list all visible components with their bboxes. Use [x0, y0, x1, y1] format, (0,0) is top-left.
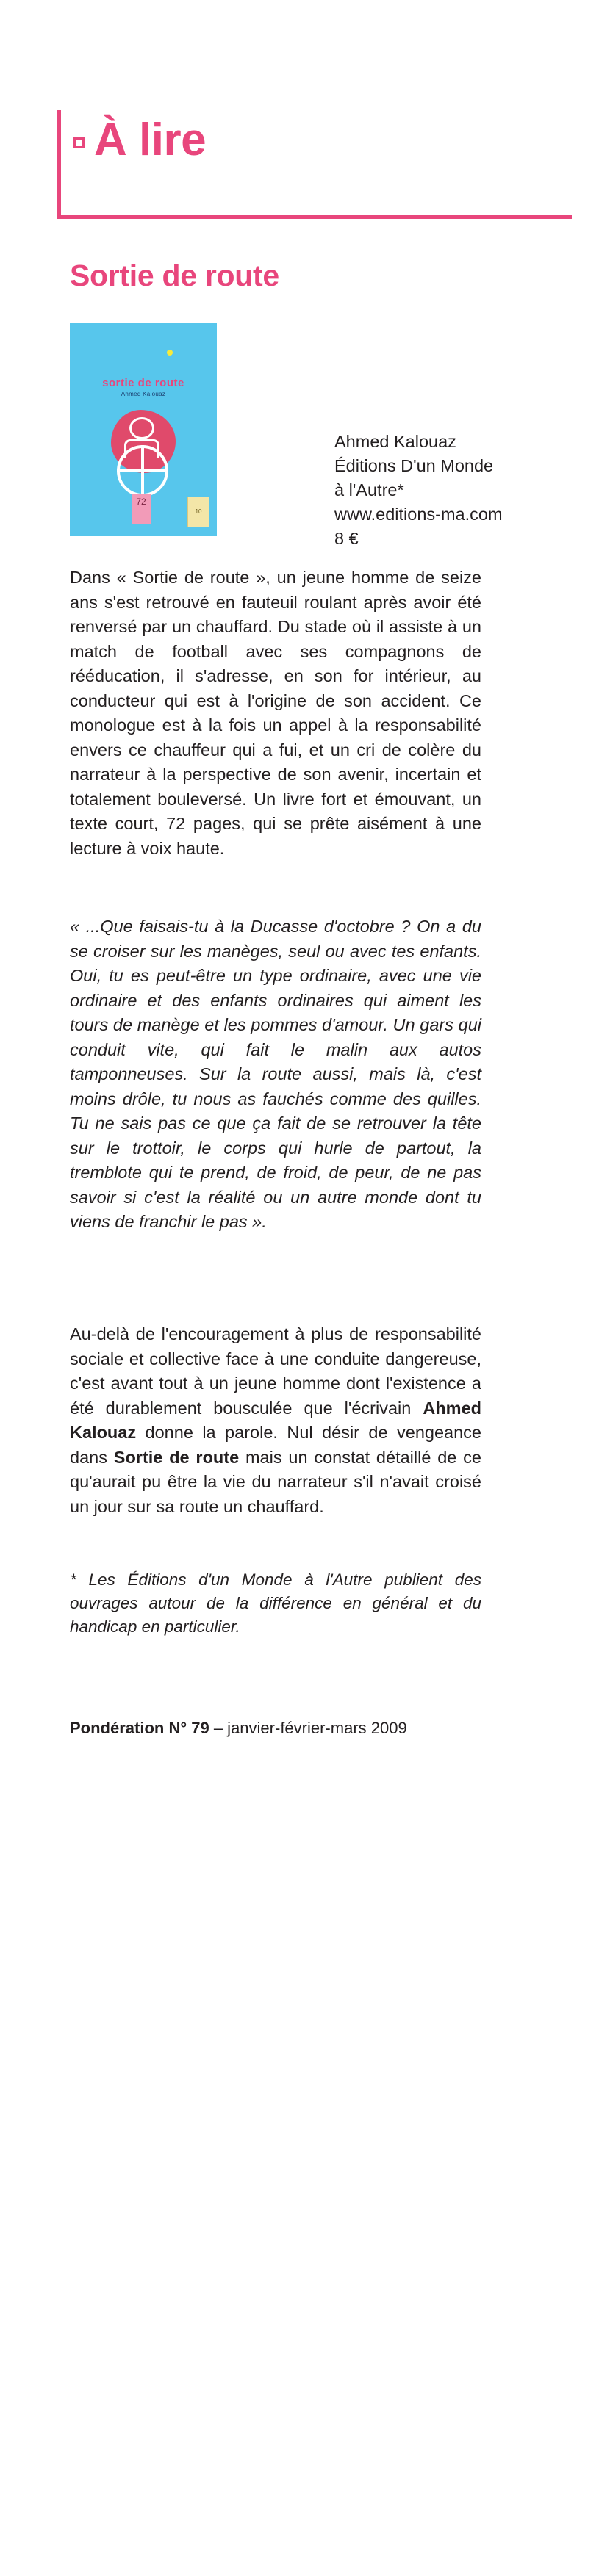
book-price: 8 € [334, 529, 359, 548]
book-website[interactable]: www.editions-ma.com [334, 505, 503, 524]
paragraph-3-title-bold: Sortie de route [113, 1447, 240, 1467]
footer-issue: – janvier-février-mars 2009 [209, 1719, 407, 1737]
header-left-rule [57, 110, 61, 219]
cover-title-text: sortie de route [102, 377, 184, 389]
article-paragraph-3 [70, 1322, 481, 1519]
wheelchair-figure-illustration [105, 410, 182, 498]
cover-dot-decoration [167, 350, 173, 356]
paragraph-3-text-2: donne la parole. Nul désir de vengeance dans [70, 1423, 481, 1467]
cover-price-badge: 10 [187, 497, 209, 527]
article-footnote: * Les Éditions d'un Monde à l'Autre publient des ouvrages autour de la différence en général et du handicap en particulier. [70, 1570, 481, 1636]
article-quote: « ...Que faisais-tu à la Ducasse d'octobre ? On a du se croiser sur les manèges, seul ou avec tes enfants. Oui, tu es peut-être un type ordinaire, avec une vie ordinaire et des enfants ordinaires qui aiment les tours de manège et les pommes d'amour. Un gars qui conduit vite, qui fait le malin aux autos tamponneuses. Sur la route aussi, mais là, c'est moins drôle, tu nous as fauchés comme des quilles. Tu ne sais pas ce que ça fait de se retrouver la tête sur le trottoir, le corps qui hurle de partout, la tremblote qui te prend, de froid, de peur, de ne pas savoir si c'est la réalité ou un autre monde dont tu viens de franchir le pas ». [70, 917, 481, 1231]
cover-page-number: 72 [136, 497, 146, 507]
footer-publication: Pondération N° 79 [70, 1719, 209, 1737]
wheel-spoke-vertical [141, 445, 144, 497]
square-bullet-icon [73, 137, 85, 148]
paragraph-3-author-bold: Ahmed Kalouaz [70, 1398, 481, 1442]
book-publisher: Éditions D'un Monde [334, 456, 494, 475]
book-author: Ahmed Kalouaz [334, 432, 456, 451]
section-header [57, 110, 572, 228]
section-title: À lire [94, 115, 207, 165]
paragraph-3-text-1: Au-delà de l'encouragement à plus de responsabilité sociale et collective face à une conduite dangereuse, c'est avant tout à un jeune homme dont l'existence a été durablement bousculée que l'écrivain [70, 1324, 481, 1418]
paragraph-3-text-3: mais un constat détaillé de ce qu'aurait pu être la vie du narrateur s'il n'avait croisé un jour sur sa route un chauffard. [70, 1447, 481, 1516]
article-paragraph-1: Dans « Sortie de route », un jeune homme de seize ans s'est retrouvé en fauteuil roulant après avoir été renversé par un chauffard. Du stade où il assiste à un match de football avec ses compagnons de rééducation, il s'adresse, en son for intérieur, au conducteur qui est à l'origine de son accident. Ce monologue est à la fois un appel à la responsabilité envers ce chauffeur qui a fui, et un cri de colère du narrateur à la perspective de son avenir, incertain et totalement bouleversé. Un livre fort et émouvant, un texte court, 72 pages, qui se prête aisément à une lecture à voix haute. [70, 568, 481, 858]
book-cover-image [70, 323, 217, 536]
header-bottom-rule [57, 215, 572, 219]
article-title: Sortie de route [70, 259, 279, 292]
book-metadata [334, 430, 555, 551]
book-publisher-line2: à l'Autre* [334, 480, 404, 499]
cover-author-text: Ahmed Kalouaz [121, 391, 166, 397]
page-footer [70, 1719, 511, 1738]
figure-head-icon [129, 417, 154, 439]
